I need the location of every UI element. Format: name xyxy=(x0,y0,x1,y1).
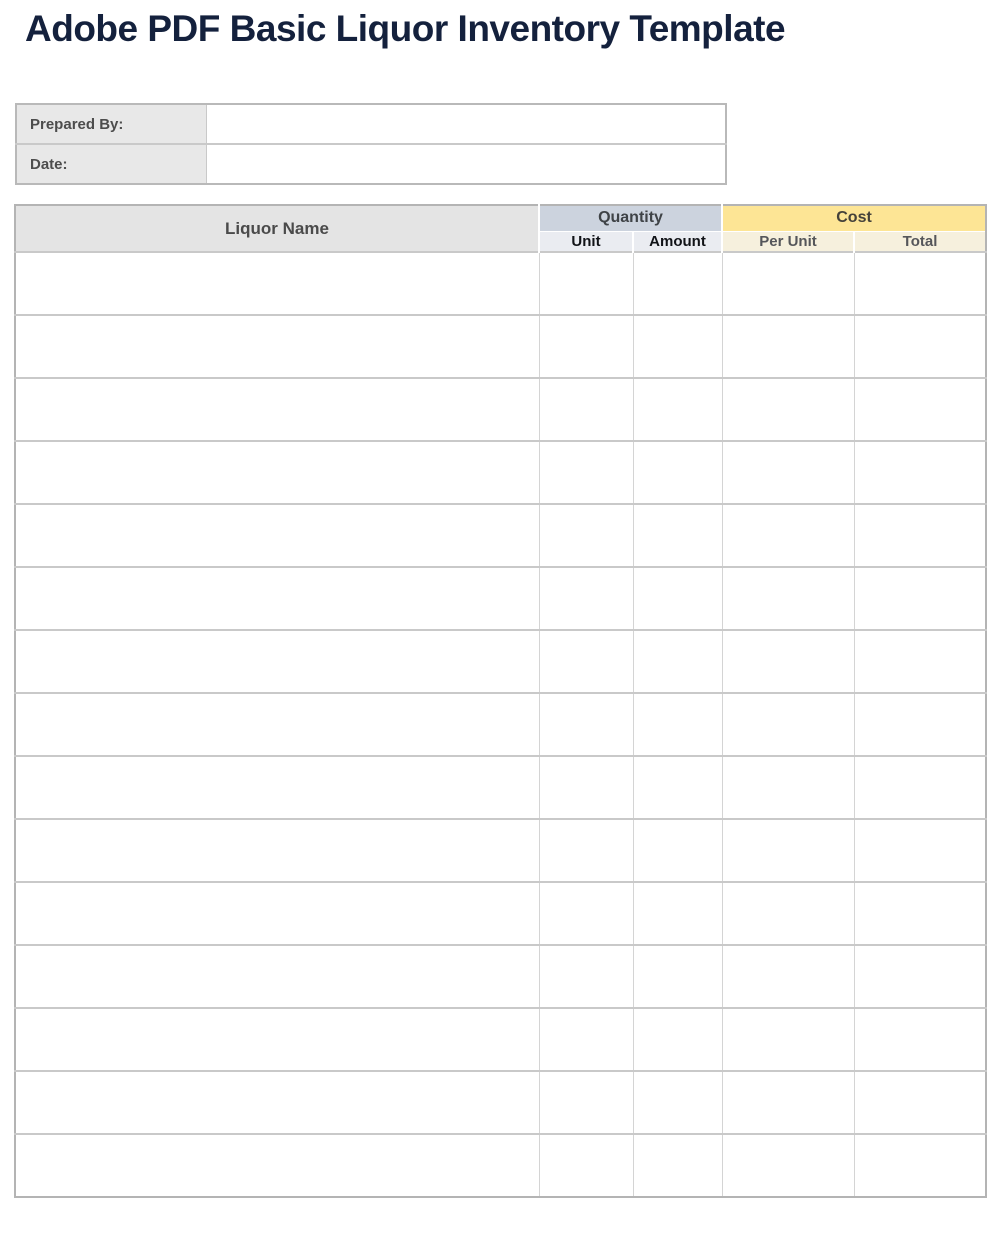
empty-cell[interactable] xyxy=(539,819,633,882)
date-field[interactable] xyxy=(206,144,726,184)
empty-cell[interactable] xyxy=(854,441,986,504)
empty-cell[interactable] xyxy=(539,1134,633,1197)
empty-cell[interactable] xyxy=(15,1134,539,1197)
empty-cell[interactable] xyxy=(539,252,633,315)
empty-cell[interactable] xyxy=(539,756,633,819)
empty-cell[interactable] xyxy=(539,315,633,378)
empty-cell[interactable] xyxy=(722,882,854,945)
inventory-body xyxy=(15,252,986,1197)
meta-table xyxy=(15,103,727,185)
table-row xyxy=(15,882,986,945)
empty-cell[interactable] xyxy=(539,378,633,441)
empty-cell[interactable] xyxy=(633,819,722,882)
empty-cell[interactable] xyxy=(722,1071,854,1134)
empty-cell[interactable] xyxy=(633,252,722,315)
empty-cell[interactable] xyxy=(15,441,539,504)
empty-cell[interactable] xyxy=(633,1071,722,1134)
empty-cell[interactable] xyxy=(539,504,633,567)
empty-cell[interactable] xyxy=(633,945,722,1008)
empty-cell[interactable] xyxy=(539,441,633,504)
inventory-header xyxy=(15,205,986,252)
empty-cell[interactable] xyxy=(539,693,633,756)
empty-cell[interactable] xyxy=(15,693,539,756)
table-row xyxy=(15,945,986,1008)
empty-cell[interactable] xyxy=(633,693,722,756)
empty-cell[interactable] xyxy=(633,882,722,945)
table-row xyxy=(15,441,986,504)
empty-cell[interactable] xyxy=(539,945,633,1008)
table-row xyxy=(15,252,986,315)
column-header-amount: Amount xyxy=(633,231,722,252)
empty-cell[interactable] xyxy=(722,1008,854,1071)
table-row xyxy=(15,693,986,756)
empty-cell[interactable] xyxy=(854,693,986,756)
empty-cell[interactable] xyxy=(722,252,854,315)
empty-cell[interactable] xyxy=(722,504,854,567)
empty-cell[interactable] xyxy=(854,1134,986,1197)
column-header-per-unit: Per Unit xyxy=(722,231,854,252)
empty-cell[interactable] xyxy=(854,756,986,819)
empty-cell[interactable] xyxy=(722,693,854,756)
table-row xyxy=(15,315,986,378)
table-row xyxy=(15,504,986,567)
group-header-quantity: Quantity xyxy=(539,205,722,231)
empty-cell[interactable] xyxy=(633,441,722,504)
empty-cell[interactable] xyxy=(633,630,722,693)
empty-cell[interactable] xyxy=(854,504,986,567)
empty-cell[interactable] xyxy=(722,378,854,441)
empty-cell[interactable] xyxy=(854,882,986,945)
table-row xyxy=(15,630,986,693)
empty-cell[interactable] xyxy=(15,252,539,315)
empty-cell[interactable] xyxy=(15,630,539,693)
empty-cell[interactable] xyxy=(15,945,539,1008)
empty-cell[interactable] xyxy=(15,882,539,945)
empty-cell[interactable] xyxy=(854,630,986,693)
table-row xyxy=(15,378,986,441)
empty-cell[interactable] xyxy=(633,567,722,630)
prepared-by-label: Prepared By: xyxy=(16,104,206,144)
column-header-total: Total xyxy=(854,231,986,252)
empty-cell[interactable] xyxy=(539,567,633,630)
empty-cell[interactable] xyxy=(854,378,986,441)
empty-cell[interactable] xyxy=(15,1071,539,1134)
empty-cell[interactable] xyxy=(633,756,722,819)
meta-row-prepared-by xyxy=(16,104,726,144)
empty-cell[interactable] xyxy=(633,1008,722,1071)
page-title: Adobe PDF Basic Liquor Inventory Template xyxy=(25,8,786,49)
empty-cell[interactable] xyxy=(633,315,722,378)
empty-cell[interactable] xyxy=(15,819,539,882)
group-header-cost: Cost xyxy=(722,205,986,231)
empty-cell[interactable] xyxy=(722,630,854,693)
column-header-liquor-name: Liquor Name xyxy=(15,205,539,252)
empty-cell[interactable] xyxy=(15,1008,539,1071)
column-header-unit: Unit xyxy=(539,231,633,252)
empty-cell[interactable] xyxy=(854,252,986,315)
date-label: Date: xyxy=(16,144,206,184)
empty-cell[interactable] xyxy=(722,819,854,882)
empty-cell[interactable] xyxy=(633,504,722,567)
empty-cell[interactable] xyxy=(722,315,854,378)
empty-cell[interactable] xyxy=(633,378,722,441)
empty-cell[interactable] xyxy=(722,945,854,1008)
table-row xyxy=(15,1071,986,1134)
empty-cell[interactable] xyxy=(15,567,539,630)
empty-cell[interactable] xyxy=(539,630,633,693)
empty-cell[interactable] xyxy=(633,1134,722,1197)
empty-cell[interactable] xyxy=(854,567,986,630)
empty-cell[interactable] xyxy=(15,378,539,441)
empty-cell[interactable] xyxy=(854,1008,986,1071)
empty-cell[interactable] xyxy=(854,1071,986,1134)
empty-cell[interactable] xyxy=(539,882,633,945)
empty-cell[interactable] xyxy=(15,756,539,819)
empty-cell[interactable] xyxy=(854,315,986,378)
empty-cell[interactable] xyxy=(722,756,854,819)
table-row xyxy=(15,1134,986,1197)
empty-cell[interactable] xyxy=(854,945,986,1008)
meta-row-date xyxy=(16,144,726,184)
empty-cell[interactable] xyxy=(539,1071,633,1134)
group-header-row xyxy=(15,205,986,231)
empty-cell[interactable] xyxy=(722,441,854,504)
empty-cell[interactable] xyxy=(15,315,539,378)
empty-cell[interactable] xyxy=(15,504,539,567)
prepared-by-field[interactable] xyxy=(206,104,726,144)
table-row xyxy=(15,1008,986,1071)
empty-cell[interactable] xyxy=(854,819,986,882)
table-row xyxy=(15,756,986,819)
empty-cell[interactable] xyxy=(539,1008,633,1071)
inventory-table xyxy=(14,204,987,1198)
empty-cell[interactable] xyxy=(722,1134,854,1197)
table-row xyxy=(15,819,986,882)
empty-cell[interactable] xyxy=(722,567,854,630)
table-row xyxy=(15,567,986,630)
